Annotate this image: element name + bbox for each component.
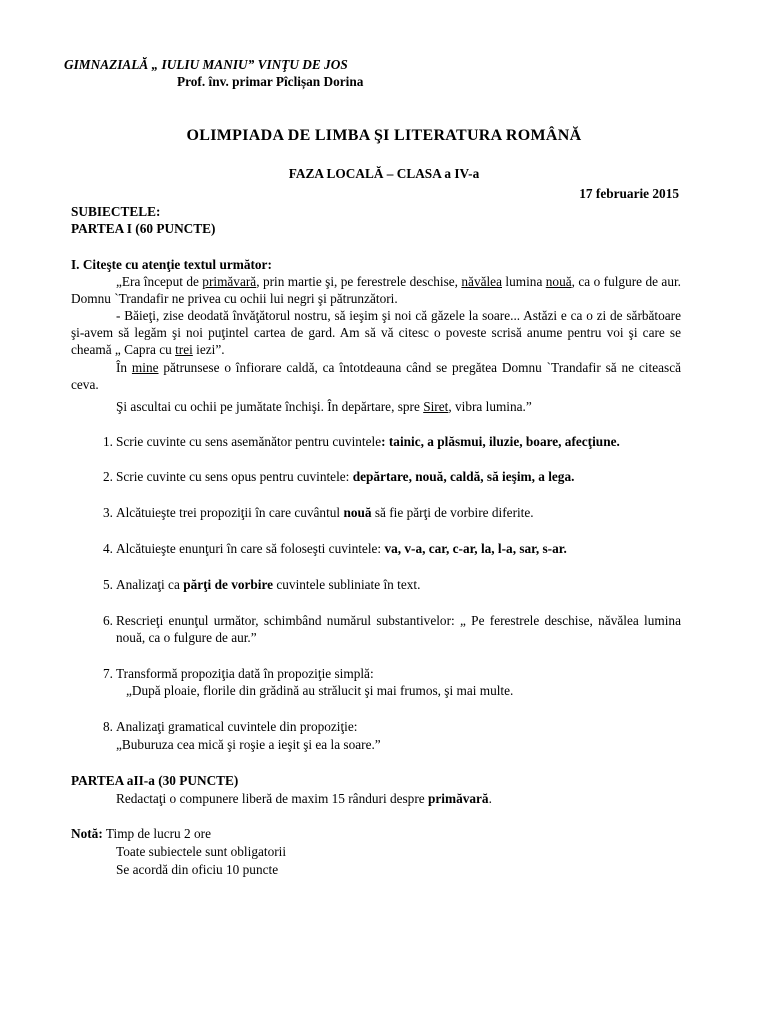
reading-paragraph-3: În mine pătrunsese o înfiorare caldă, ca întotdeauna când se pregătea Domnu `Trandafir să ne citească ceva.: [71, 360, 681, 392]
note-line-3: Se acordă din oficiu 10 puncte: [116, 862, 279, 877]
school-name: GIMNAZIALĂ „ IULIU MANIU” VINŢU DE JOS: [64, 57, 348, 72]
task-5: Analizaţi ca părţi de vorbire cuvintele subliniate în text.: [116, 577, 421, 592]
underlined-word: primăvară: [202, 274, 257, 289]
reading-heading: I. Citeşte cu atenţie textul următor:: [71, 257, 272, 272]
task-number: 8.: [103, 719, 113, 734]
task-1: Scrie cuvinte cu sens asemănător pentru cuvintele: tainic, a plăsmui, iluzie, boare, afecţiune.: [116, 434, 620, 449]
task-4: Alcătuieşte enunţuri în care să foloseşti cuvintele: va, v-a, car, c-ar, la, l-a, sar, s-ar.: [116, 541, 567, 556]
note-line-1: Notă: Timp de lucru 2 ore: [71, 826, 211, 841]
underlined-word: Siret: [423, 399, 449, 414]
reading-paragraph-4: Şi ascultai cu ochii pe jumătate închişi. În depărtare, spre Siret, vibra lumina.”: [116, 399, 532, 414]
underlined-word: nouă: [545, 274, 572, 289]
note-line-2: Toate subiectele sunt obligatorii: [116, 844, 287, 859]
part1-label: PARTEA I (60 PUNCTE): [71, 221, 216, 236]
underlined-word: trei: [175, 342, 193, 357]
reading-paragraph-1: „Era început de primăvară, prin martie şi, pe ferestrele deschise, năvălea lumina nouă, ca o fulgure de aur. Domnu `Trandafir ne privea cu ochii lui negri şi pătrunzători.: [71, 274, 681, 306]
task-6: Rescrieţi enunţul următor, schimbând numărul substantivelor: „ Pe ferestrele deschise, năvălea lumina nouă, ca o fulgure de aur.”: [116, 613, 681, 645]
teacher-name: Prof. înv. primar Pîclișan Dorina: [177, 74, 364, 89]
exam-date: 17 februarie 2015: [579, 186, 679, 201]
task-8: Analizaţi gramatical cuvintele din propoziţie:: [116, 719, 358, 734]
page-title: OLIMPIADA DE LIMBA ŞI LITERATURA ROMÂNĂ: [186, 127, 582, 144]
task-number: 7.: [103, 666, 113, 681]
task-number: 6.: [103, 613, 113, 628]
task-number: 2.: [103, 469, 113, 484]
task-7: Transformă propoziţia dată în propoziţie simplă:: [116, 666, 374, 681]
subjects-label: SUBIECTELE:: [71, 204, 161, 219]
reading-paragraph-2: - Băieţi, zise deodată învăţătorul nostru, să ieşim şi noi că găzele la soare... Astăzi e ca o zi de sărbătoare şi-avem să legăm şi noi puţintel cartea de gard. Am să vă citesc o poveste scrisă anume pentru voi şi care se cheamă „ Capra cu trei iezi”.: [71, 308, 681, 357]
task-number: 1.: [103, 434, 113, 449]
task-number: 4.: [103, 541, 113, 556]
underlined-word: mine: [131, 360, 159, 375]
task-3: Alcătuieşte trei propoziţii în care cuvântul nouă să fie părţi de vorbire diferite.: [116, 505, 534, 520]
task-2: Scrie cuvinte cu sens opus pentru cuvintele: depărtare, nouă, caldă, să ieşim, a lega.: [116, 469, 575, 484]
part2-label: PARTEA aII-a (30 PUNCTE): [71, 773, 239, 788]
task-number: 3.: [103, 505, 113, 520]
page-subtitle: FAZA LOCALĂ – CLASA a IV-a: [288, 166, 480, 181]
underlined-word: năvălea: [461, 274, 502, 289]
task-7-quote: „După ploaie, florile din grădină au strălucit şi mai frumos, şi mai multe.: [126, 683, 514, 698]
task-8-quote: „Buburuza cea mică şi roşie a ieşit şi ea la soare.”: [116, 737, 381, 752]
task-number: 5.: [103, 577, 113, 592]
part2-instruction: Redactaţi o compunere liberă de maxim 15 rânduri despre primăvară.: [116, 791, 492, 806]
